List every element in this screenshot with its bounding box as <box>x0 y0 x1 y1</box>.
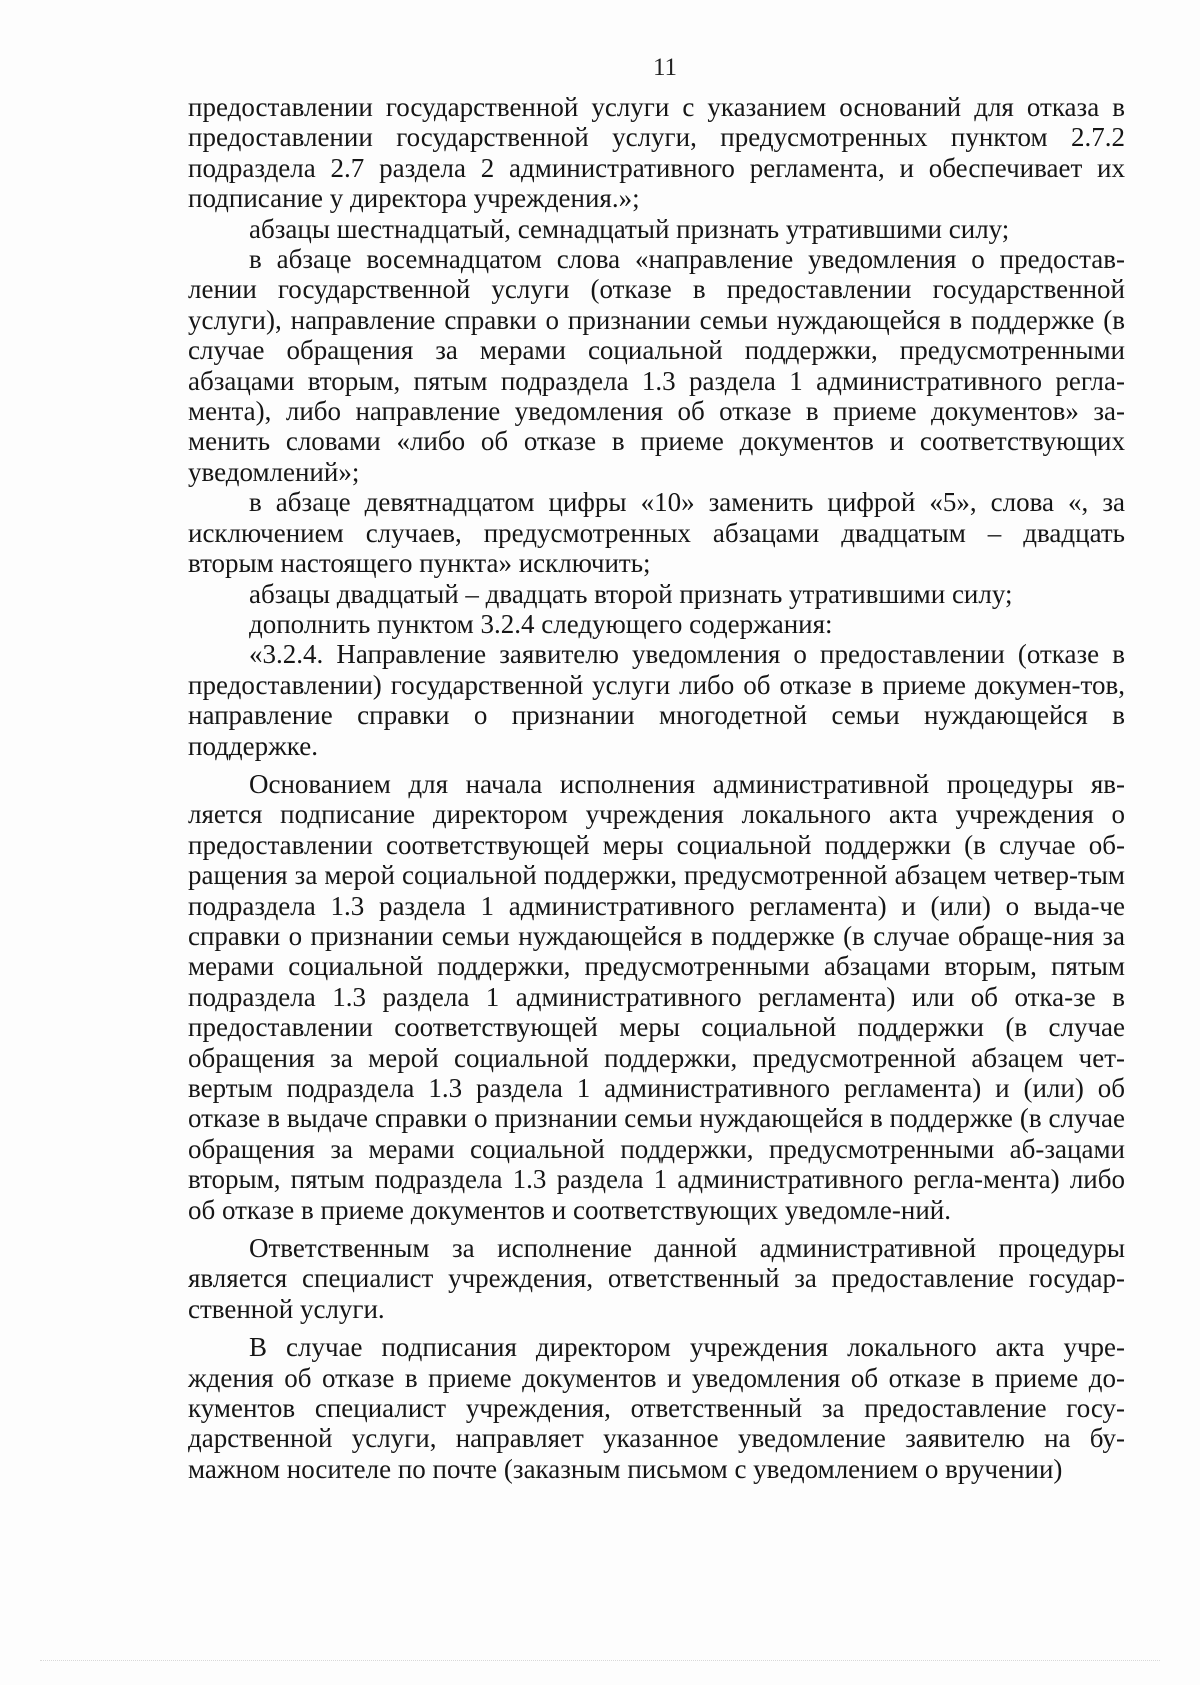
paragraph-abzacy-20-22: абзацы двадцатый – двадцать второй признать утратившими силу; <box>249 578 1013 609</box>
document-body <box>188 92 1125 1484</box>
paragraph-abzacy-16-17: абзацы шестнадцатый, семнадцатый признать утратившими силу; <box>249 213 1010 244</box>
paragraph-v-sluchae: В случае подписания директором учреждения локального акта учре-ждения об отказе в приеме документов и уведомления об отказе в приеме до-кументов специалист учреждения, ответственный за предоставление госу-дарственной услуги, направляет указанное уведомление заявителю на бу-мажном носителе по почте (заказным письмом с уведомлением о вручении) <box>188 1332 1125 1484</box>
scan-edge-noise <box>40 1660 1160 1663</box>
paragraph-abzac-18: в абзаце восемнадцатом слова «направление уведомления о предостав-лении государственной услуги (отказе в предоставлении государственной услуги), направление справки о признании семьи нуждающейся в поддержке (в случае обращения за мерами социальной поддержки, предусмотренными абзацами вторым, пятым подраздела 1.3 раздела 1 административного регла-мента), либо направление уведомления об отказе в приеме документов» за-менить словами «либо об отказе в приеме документов и соответствующих уведомлений»; <box>188 244 1125 487</box>
paragraph-abzac-19: в абзаце девятнадцатом цифры «10» заменить цифрой «5», слова «, за исключением случаев, предусмотренных абзацами двадцатым – двадцать вторым настоящего пункта» исключить; <box>188 487 1125 579</box>
paragraph-3-2-4-title: «3.2.4. Направление заявителю уведомления о предоставлении (отказе в предоставлении) государственной услуги либо об отказе в приеме докумен-тов, направление справки о признании многодетной семьи нуждающейся в поддержке. <box>188 639 1125 761</box>
paragraph-otvetstvennym: Ответственным за исполнение данной административной процедуры является специалист учреждения, ответственный за предоставление государ-ственной услуги. <box>188 1233 1125 1324</box>
paragraph-dopolnit: дополнить пунктом 3.2.4 следующего содержания: <box>249 608 833 639</box>
page-number: 11 <box>652 54 678 81</box>
paragraph-continuation: предоставлении государственной услуги с указанием оснований для отказа в предоставлении государственной услуги, предусмотренных пунктом 2.7.2 подраздела 2.7 раздела 2 административного регламента, и обеспечивает их подписание у директора учреждения.»; <box>188 92 1125 214</box>
paragraph-osnovaniem: Основанием для начала исполнения административной процедуры яв-ляется подписание директором учреждения локального акта учреждения о предоставлении соответствующей меры социальной поддержки (в случае об-ращения за мерой социальной поддержки, предусмотренной абзацем четвер-тым подраздела 1.3 раздела 1 административного регламента) и (или) о выда-че справки о признании семьи нуждающейся в поддержке (в случае обраще-ния за мерами социальной поддержки, предусмотренными абзацами вторым, пятым подраздела 1.3 раздела 1 административного регламента) или об отка-зе в предоставлении соответствующей меры социальной поддержки (в случае обращения за мерой социальной поддержки, предусмотренной абзацем чет-вертым подраздела 1.3 раздела 1 административного регламента) и (или) об отказе в выдаче справки о признании семьи нуждающейся в поддержке (в случае обращения за мерами социальной поддержки, предусмотренными аб-зацами вторым, пятым подраздела 1.3 раздела 1 административного регла-мента) либо об отказе в приеме документов и соответствующих уведомле-ний. <box>188 768 1125 1225</box>
